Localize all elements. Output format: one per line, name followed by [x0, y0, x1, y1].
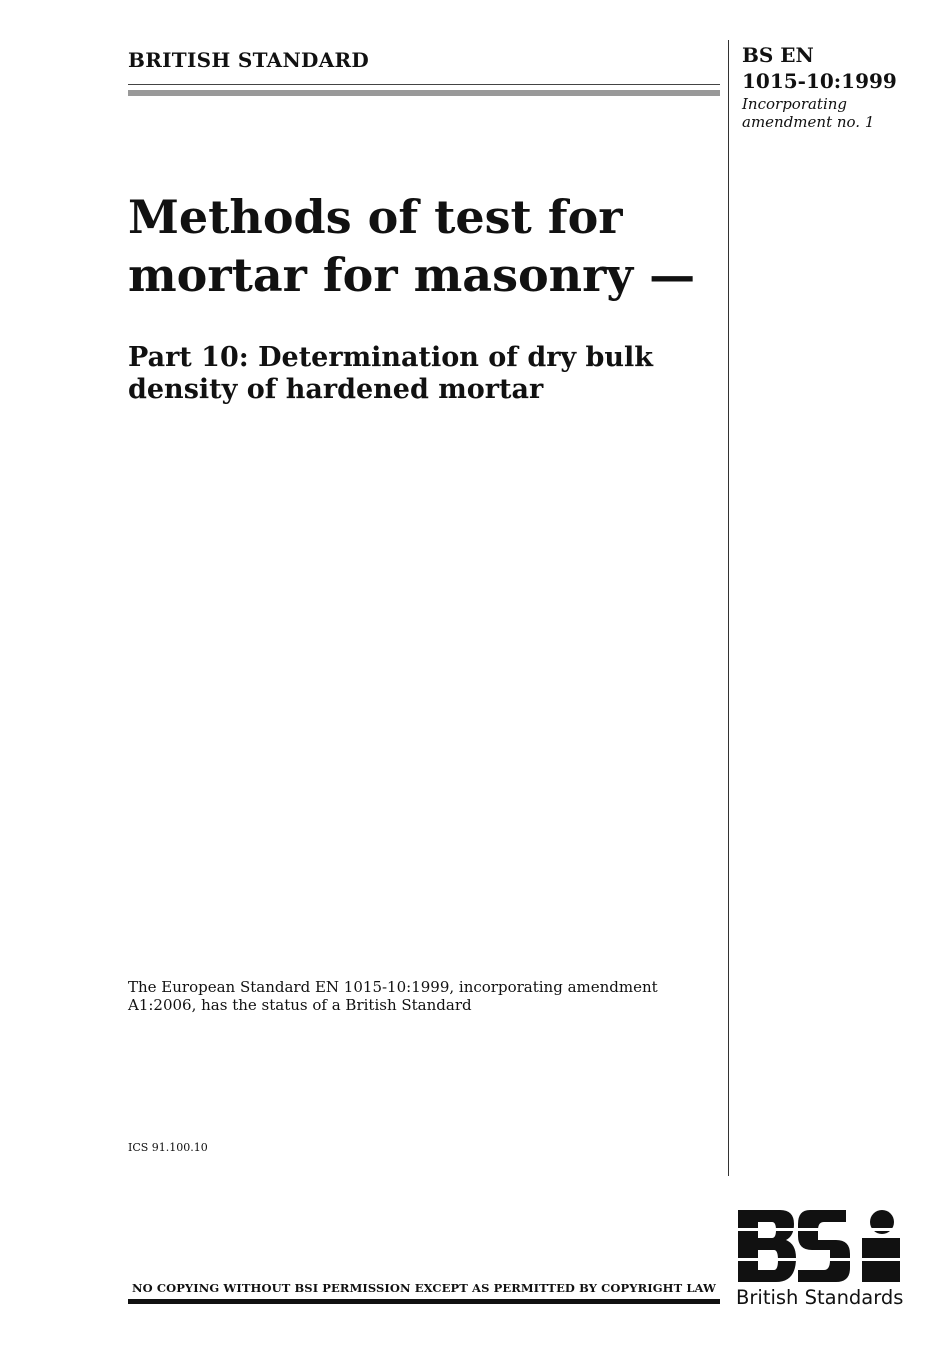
title-line2: mortar for masonry — [128, 248, 696, 302]
copyright-notice: NO COPYING WITHOUT BSI PERMISSION EXCEPT AS PERMITTED BY COPYRIGHT LAW [131, 1281, 717, 1295]
standard-number-line1: BS EN [742, 43, 814, 67]
amendment-note-line1: Incorporating [742, 95, 848, 113]
header-rule-thin [128, 84, 720, 85]
amendment-note-line2: amendment no. 1 [742, 113, 875, 131]
document-subtitle [128, 342, 718, 406]
status-line1: The European Standard EN 1015-10:1999, incorporating amendment [128, 978, 658, 996]
document-title [128, 188, 718, 304]
document-type-label: BRITISH STANDARD [128, 48, 370, 72]
margin-divider [728, 40, 729, 1176]
title-line1: Methods of test for [128, 190, 623, 244]
status-line2: A1:2006, has the status of a British Standard [128, 996, 472, 1014]
footer-rule [128, 1299, 720, 1304]
subtitle-line1: Part 10: Determination of dry bulk [128, 342, 653, 373]
bsi-logo-mark [736, 1208, 904, 1284]
standard-number-line2: 1015-10:1999 [742, 69, 897, 93]
bsi-logo-text: British Standards [736, 1286, 904, 1309]
subtitle-line2: density of hardened mortar [128, 374, 544, 405]
amendment-note [742, 95, 874, 131]
ics-code: ICS 91.100.10 [128, 1141, 208, 1154]
header-rule-thick [128, 90, 720, 96]
bsi-logo [736, 1208, 906, 1309]
standard-number [742, 42, 897, 94]
status-statement [128, 978, 718, 1014]
